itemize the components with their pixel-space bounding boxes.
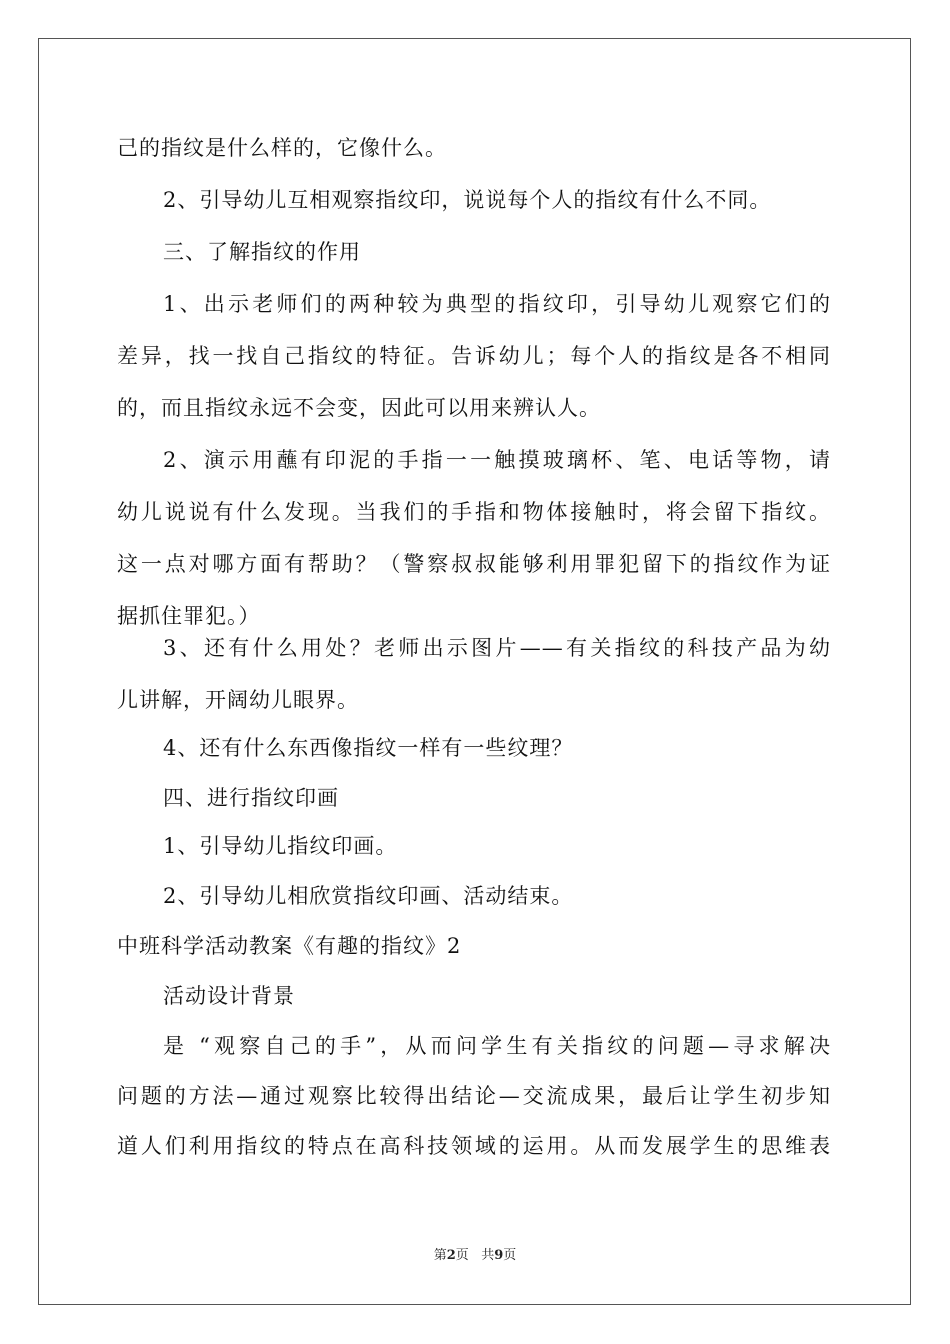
total-suffix: 页 bbox=[503, 1248, 517, 1263]
text-line: 儿讲解，开阔幼儿眼界。 bbox=[117, 688, 359, 712]
total-prefix: 共 bbox=[481, 1248, 495, 1263]
text-line: 3、还有什么用处？老师出示图片——有关指纹的科技产品为幼 bbox=[163, 636, 831, 660]
section-heading: 四、进行指纹印画 bbox=[163, 786, 339, 810]
page-footer bbox=[0, 1244, 950, 1263]
text-line: 2、演示用蘸有印泥的手指一一触摸玻璃杯、笔、电话等物，请 bbox=[163, 448, 831, 472]
text-line: 是 “观察自己的手”，从而问学生有关指纹的问题—寻求解决 bbox=[163, 1034, 831, 1058]
text-line: 1、引导幼儿指纹印画。 bbox=[163, 834, 398, 858]
text-line: 2、引导幼儿互相观察指纹印，说说每个人的指纹有什么不同。 bbox=[163, 188, 772, 212]
text-line: 己的指纹是什么样的，它像什么。 bbox=[117, 136, 447, 160]
text-line: 这一点对哪方面有帮助？（警察叔叔能够利用罪犯留下的指纹作为证 bbox=[117, 552, 831, 576]
text-line: 道人们利用指纹的特点在高科技领域的运用。从而发展学生的思维表 bbox=[117, 1134, 831, 1158]
page-prefix: 第 bbox=[433, 1248, 447, 1263]
text-line: 2、引导幼儿相欣赏指纹印画、活动结束。 bbox=[163, 884, 574, 908]
page-suffix: 页 bbox=[455, 1248, 469, 1263]
section-heading: 三、了解指纹的作用 bbox=[163, 240, 361, 264]
page-border bbox=[38, 38, 911, 1305]
text-line: 幼儿说说有什么发现。当我们的手指和物体接触时，将会留下指纹。 bbox=[117, 500, 831, 524]
text-line: 4、还有什么东西像指纹一样有一些纹理？ bbox=[163, 736, 574, 760]
text-line: 的，而且指纹永远不会变，因此可以用来辨认人。 bbox=[117, 396, 601, 420]
text-line: 差异，找一找自己指纹的特征。告诉幼儿；每个人的指纹是各不相同 bbox=[117, 344, 831, 368]
text-line: 据抓住罪犯。） bbox=[117, 604, 261, 628]
document-title: 中班科学活动教案《有趣的指纹》2 bbox=[117, 934, 462, 958]
text-line: 1、出示老师们的两种较为典型的指纹印，引导幼儿观察它们的 bbox=[163, 292, 831, 316]
text-line: 问题的方法—通过观察比较得出结论—交流成果，最后让学生初步知 bbox=[117, 1084, 831, 1108]
section-heading: 活动设计背景 bbox=[163, 984, 295, 1008]
page-number: 2 bbox=[446, 1248, 456, 1263]
total-pages: 9 bbox=[494, 1248, 504, 1263]
